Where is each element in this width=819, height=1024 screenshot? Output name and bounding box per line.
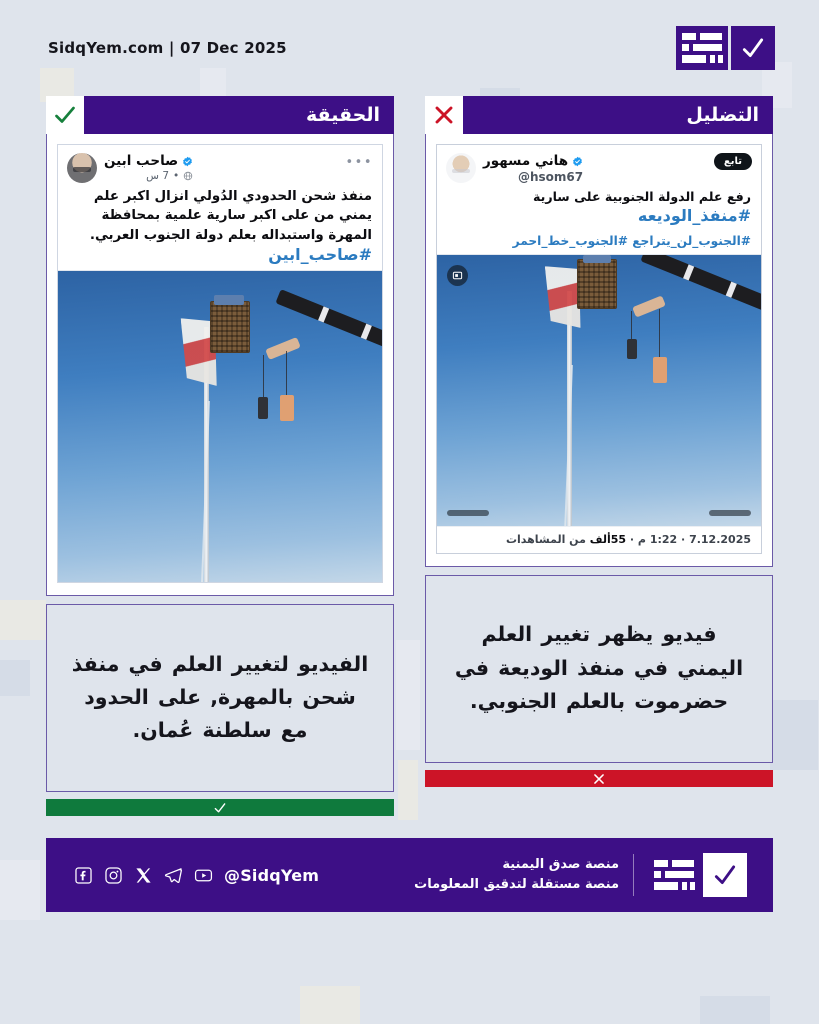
follow-button[interactable]: تابع (714, 153, 752, 170)
telegram-icon[interactable] (164, 866, 183, 885)
footer-slogan-line1: منصة صدق اليمنية (502, 857, 619, 873)
check-icon (703, 853, 747, 897)
tweet-hashtag-truth[interactable]: #صاحب_ابين (268, 245, 372, 265)
site-stamp: SidqYem.com | 07 Dec 2025 (48, 39, 287, 57)
check-icon (213, 801, 227, 815)
hook-line-2 (659, 309, 660, 359)
brand-logo (676, 26, 775, 70)
globe-icon (183, 171, 193, 181)
tweet-card-wrapper-truth (46, 134, 394, 596)
facebook-icon[interactable] (74, 866, 93, 885)
footer-divider (633, 854, 634, 896)
tweet-timestamp-truth: 7 س (146, 170, 169, 182)
avatar[interactable] (446, 153, 476, 183)
tweet-body-truth (58, 185, 382, 270)
avatar[interactable] (67, 153, 97, 183)
tweet-meta-truth (146, 170, 193, 182)
tweet-hashtag-1[interactable]: #منفذ_الوديعه (637, 206, 751, 226)
basket-top-rail (214, 295, 244, 305)
tweet-stats-misinformation (437, 526, 761, 553)
instagram-icon[interactable] (104, 866, 123, 885)
footer-slogan (414, 855, 619, 895)
verified-badge-icon (182, 156, 193, 167)
tweet-views-label: من المشاهدات (505, 533, 586, 547)
panel-truth-title: الحقيقة (306, 104, 380, 126)
hook-line-1 (263, 355, 264, 399)
page-footer (46, 838, 773, 912)
more-options-icon[interactable]: ••• (345, 155, 373, 170)
caption-box-truth (46, 604, 394, 792)
tweet-time: 1:22 م (637, 533, 678, 547)
media-progress-left (447, 510, 489, 516)
panel-truth (46, 96, 394, 816)
page-header (0, 0, 819, 96)
hook-weight-tan (280, 395, 294, 421)
panel-truth-header (46, 96, 394, 134)
tweet-dot-sep: • (173, 170, 180, 182)
caption-text-truth: الفيديو لتغيير العلم في منفذ شحن بالمهرة, على الحدود مع سلطنة عُمان. (71, 651, 369, 742)
hook-weight-dark (258, 397, 268, 419)
verdict-bar-truth (46, 799, 394, 816)
tweet-hashtag-2[interactable]: #الجنوب_لن_يتراجع #الجنوب_خط_احمر (512, 234, 751, 249)
sidq-logo-icon (676, 26, 728, 70)
media-progress-right (709, 510, 751, 516)
red-x-icon (425, 96, 463, 134)
tweet-header-misinformation (437, 145, 761, 186)
tweet-date: 7.12.2025 (689, 533, 751, 547)
check-icon (731, 26, 775, 70)
social-links (74, 866, 323, 885)
tweet-body-misinformation (437, 186, 761, 254)
tweet-card-truth[interactable] (57, 144, 383, 583)
caption-text-misinformation: فيديو يظهر تغيير العلم اليمني في منفذ الوديعة في حضرموت بالعلم الجنوبي. (454, 622, 744, 713)
crane-basket (577, 259, 617, 309)
tweet-card-wrapper-misinformation (425, 134, 773, 567)
tweet-card-misinformation[interactable] (436, 144, 762, 554)
tweet-views-count: 55ألف (589, 533, 627, 547)
stats-sep-2: · (626, 533, 635, 547)
panel-misinformation-header (425, 96, 773, 134)
tweet-media-truth[interactable] (58, 270, 382, 582)
verified-badge-icon (572, 156, 583, 167)
x-icon (592, 772, 606, 786)
tweet-author-name-misinformation[interactable]: هاني مسهور (483, 153, 569, 169)
tweet-handle-misinformation[interactable]: @hsom67 (517, 170, 584, 184)
hook-weight-dark (627, 339, 637, 359)
panel-misinformation-title: التضليل (686, 104, 759, 126)
footer-slogan-line2: منصة مستقلة لتدقيق المعلومات (414, 877, 619, 893)
sidq-logo-icon (648, 853, 700, 897)
hook-weight-tan (653, 357, 667, 383)
x-twitter-icon[interactable] (134, 866, 153, 885)
tweet-text-misinformation: رفع علم الدولة الجنوبية على سارية (532, 189, 751, 204)
social-handle[interactable]: @SidqYem (224, 865, 320, 885)
footer-brand-block (414, 853, 747, 897)
footer-logo (648, 853, 747, 897)
tweet-author-name-truth[interactable]: صاحب ابين (104, 153, 179, 169)
stats-sep-1: · (677, 533, 686, 547)
hook-line-1 (631, 311, 632, 341)
tweet-media-misinformation[interactable] (437, 254, 761, 526)
panel-misinformation (425, 96, 773, 816)
comparison-panels (0, 96, 819, 816)
basket-top-rail (583, 255, 611, 263)
tweet-header-truth (58, 145, 382, 185)
verdict-bar-misinformation (425, 770, 773, 787)
crane-basket (210, 301, 250, 353)
tweet-text-truth: منفذ شحن الحدودي الدُولي انزال اكبر علم يمني من على اكبر سارية علمية بمحافظة المهرة واستبداله بعلم دولة الجنوب العربي. (89, 189, 372, 243)
caption-box-misinformation (425, 575, 773, 763)
green-check-icon (46, 96, 84, 134)
youtube-icon[interactable] (194, 866, 213, 885)
